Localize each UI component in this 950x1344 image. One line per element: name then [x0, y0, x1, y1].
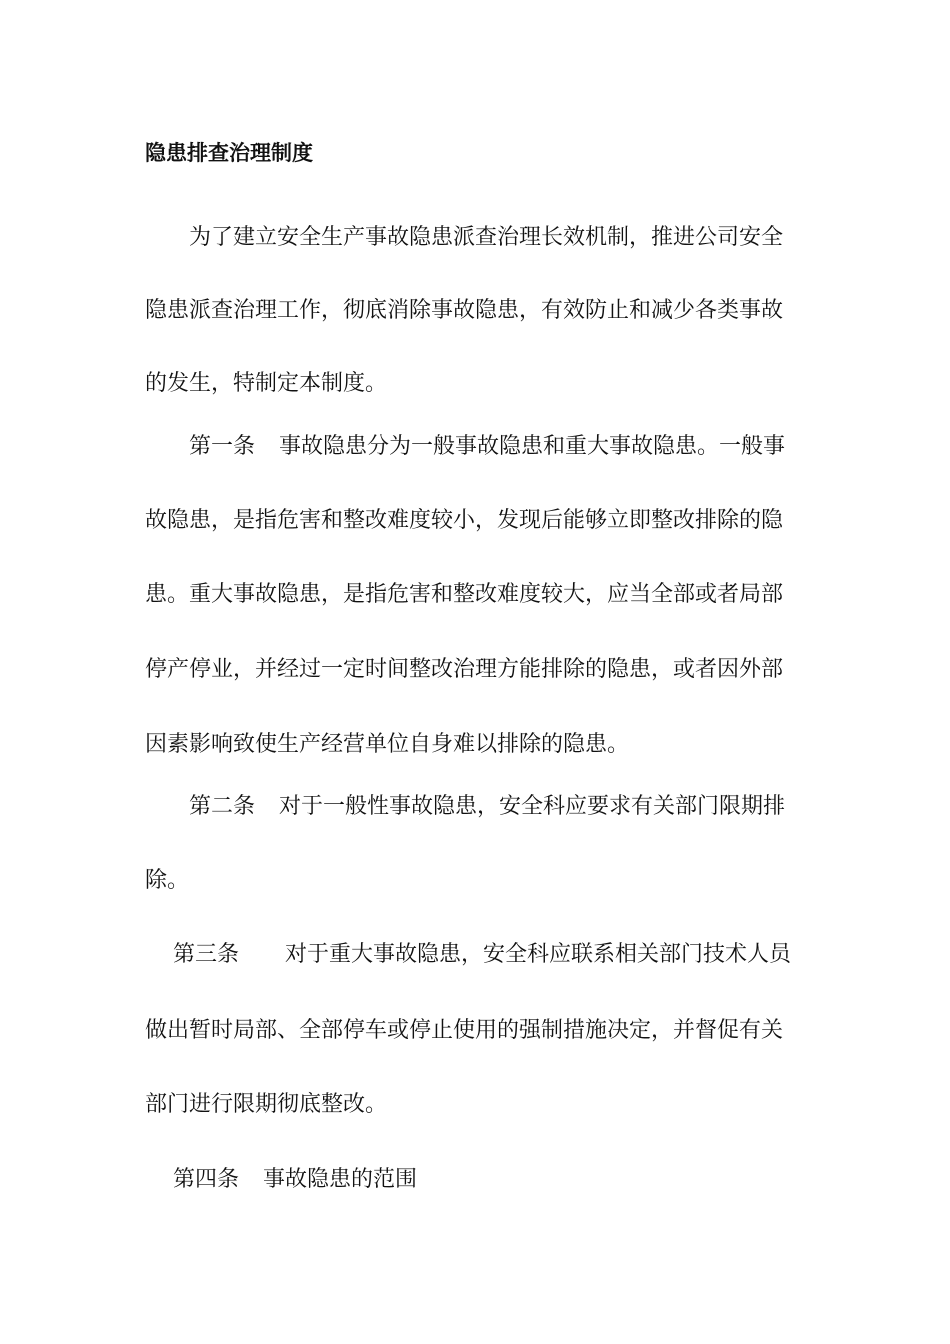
paragraph-line: 对于重大事故隐患，安全科应联系相关部门技术人员 [285, 942, 792, 967]
article-1-first-line [189, 432, 785, 462]
article-4-first-line [173, 1165, 417, 1195]
article-2-first-line [189, 792, 785, 822]
article-3-label: 第三条 [173, 942, 240, 967]
paragraph-line: 因素影响致使生产经营单位自身难以排除的隐患。 [145, 732, 630, 757]
paragraph-line: 为了建立安全生产事故隐患派查治理长效机制，推进公司安全 [189, 225, 784, 250]
article-3-first-line [173, 940, 791, 970]
paragraph-line: 对于一般性事故隐患，安全科应要求有关部门限期排 [279, 794, 786, 819]
paragraph-line: 的发生，特制定本制度。 [145, 371, 388, 396]
paragraph-line: 隐患派查治理工作，彻底消除事故隐患，有效防止和减少各类事故 [145, 298, 784, 323]
article-4-label: 第四条 [173, 1167, 240, 1192]
section-heading: 事故隐患的范围 [263, 1167, 418, 1192]
paragraph-line: 部门进行限期彻底整改。 [145, 1092, 388, 1117]
paragraph-line: 患。重大事故隐患，是指危害和整改难度较大，应当全部或者局部 [145, 582, 784, 607]
article-2-label: 第二条 [189, 794, 256, 819]
paragraph-line: 事故隐患分为一般事故隐患和重大事故隐患。一般事 [279, 434, 786, 459]
document-title: 隐患排查治理制度 [145, 141, 313, 165]
paragraph-line: 除。 [145, 868, 190, 893]
article-1-label: 第一条 [189, 434, 256, 459]
paragraph-line: 停产停业，并经过一定时间整改治理方能排除的隐患，或者因外部 [145, 657, 784, 682]
paragraph-line: 故隐患，是指危害和整改难度较小，发现后能够立即整改排除的隐 [145, 508, 784, 533]
paragraph-line: 做出暂时局部、全部停车或停止使用的强制措施决定，并督促有关 [145, 1018, 784, 1043]
